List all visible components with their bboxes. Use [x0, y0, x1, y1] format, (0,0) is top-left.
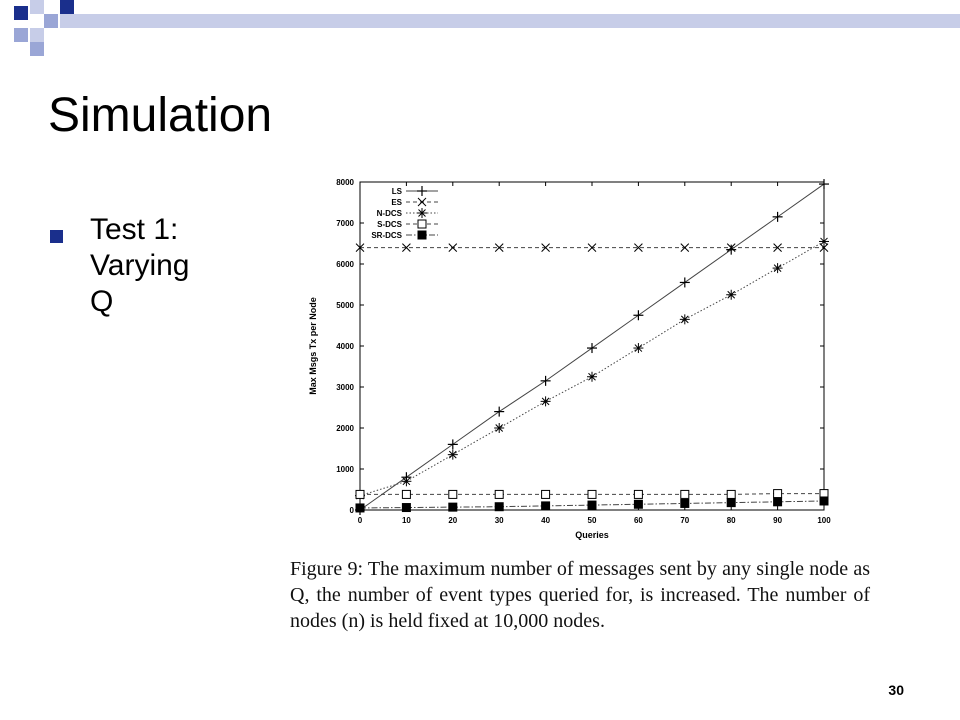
data-point — [449, 490, 457, 498]
x-tick-label: 50 — [587, 516, 597, 525]
data-point — [494, 423, 504, 433]
x-axis-label: Queries — [575, 530, 609, 540]
y-tick-label: 3000 — [336, 383, 354, 392]
series-es — [356, 244, 828, 252]
bullet-line-1: Test 1: — [90, 213, 179, 246]
bullet-line-2: Varying — [90, 249, 190, 282]
data-point — [634, 490, 642, 498]
x-tick-label: 70 — [680, 516, 690, 525]
data-point — [449, 503, 457, 511]
data-point — [402, 490, 410, 498]
messages-chart — [300, 170, 860, 550]
data-point — [773, 212, 783, 222]
data-point — [681, 490, 689, 498]
data-point — [819, 179, 829, 189]
deco-square-2 — [30, 0, 44, 14]
data-point — [418, 231, 426, 239]
series-line — [360, 241, 824, 495]
data-point — [680, 314, 690, 324]
series-s-dcs — [356, 490, 828, 499]
deco-square-6 — [30, 42, 44, 56]
data-point — [726, 245, 736, 255]
x-tick-label: 10 — [401, 516, 411, 525]
data-point — [633, 343, 643, 353]
data-point — [774, 498, 782, 506]
bullet-line-3: Q — [90, 285, 114, 318]
data-point — [418, 198, 426, 206]
bullet-text — [90, 212, 280, 320]
data-point — [356, 490, 364, 498]
x-tick-label: 40 — [541, 516, 551, 525]
series-n-dcs — [355, 236, 829, 500]
y-tick-label: 4000 — [336, 342, 354, 351]
data-point — [356, 504, 364, 512]
x-tick-label: 90 — [773, 516, 783, 525]
bullet-square-icon — [50, 230, 63, 243]
data-point — [588, 490, 596, 498]
data-point — [634, 500, 642, 508]
data-point — [588, 501, 596, 509]
legend-label: ES — [391, 198, 402, 207]
data-point — [681, 499, 689, 507]
data-point — [448, 439, 458, 449]
data-point — [449, 244, 457, 252]
data-point — [680, 277, 690, 287]
slide-title: Simulation — [48, 89, 273, 142]
data-point — [494, 407, 504, 417]
data-point — [495, 490, 503, 498]
data-point — [402, 504, 410, 512]
data-point — [633, 310, 643, 320]
data-point — [587, 343, 597, 353]
data-point — [541, 396, 551, 406]
deco-square-7 — [60, 0, 74, 14]
y-tick-label: 1000 — [336, 465, 354, 474]
data-point — [820, 490, 828, 498]
deco-square-4 — [14, 28, 28, 42]
top-band — [60, 14, 960, 28]
data-point — [727, 499, 735, 507]
legend-label: S-DCS — [377, 220, 402, 229]
data-point — [448, 450, 458, 460]
data-point — [727, 490, 735, 498]
data-point — [542, 502, 550, 510]
figure-caption: Figure 9: The maximum number of messages sent by any single node as Q, the number of event types queried for, is increased. The number of nodes (n) is held fixed at 10,000 nodes. — [290, 558, 870, 632]
x-tick-label: 30 — [494, 516, 504, 525]
y-tick-label: 8000 — [336, 178, 354, 187]
data-point — [726, 290, 736, 300]
series-ls — [355, 179, 829, 515]
y-tick-label: 2000 — [336, 424, 354, 433]
deco-square-3 — [44, 14, 58, 28]
y-tick-label: 7000 — [336, 219, 354, 228]
x-tick-label: 60 — [633, 516, 643, 525]
y-tick-label: 5000 — [336, 301, 354, 310]
data-point — [495, 503, 503, 511]
data-point — [542, 490, 550, 498]
data-point — [417, 208, 427, 218]
legend-label: SR-DCS — [371, 231, 402, 240]
y-tick-label: 0 — [349, 506, 354, 515]
x-tick-label: 0 — [357, 516, 363, 525]
x-tick-label: 80 — [726, 516, 736, 525]
legend-label: N-DCS — [376, 209, 402, 218]
data-point — [773, 263, 783, 273]
x-tick-label: 20 — [448, 516, 458, 525]
deco-square-1 — [14, 6, 28, 20]
data-point — [774, 490, 782, 498]
y-axis-label: Max Msgs Tx per Node — [308, 297, 318, 395]
data-point — [587, 372, 597, 382]
legend-label: LS — [391, 187, 402, 196]
data-point — [820, 497, 828, 505]
data-point — [819, 236, 829, 246]
x-tick-label: 100 — [817, 516, 831, 525]
y-tick-label: 6000 — [336, 260, 354, 269]
deco-square-5 — [30, 28, 44, 42]
data-point — [541, 376, 551, 386]
data-point — [417, 186, 427, 196]
data-point — [418, 220, 426, 228]
page-number: 30 — [888, 682, 904, 698]
